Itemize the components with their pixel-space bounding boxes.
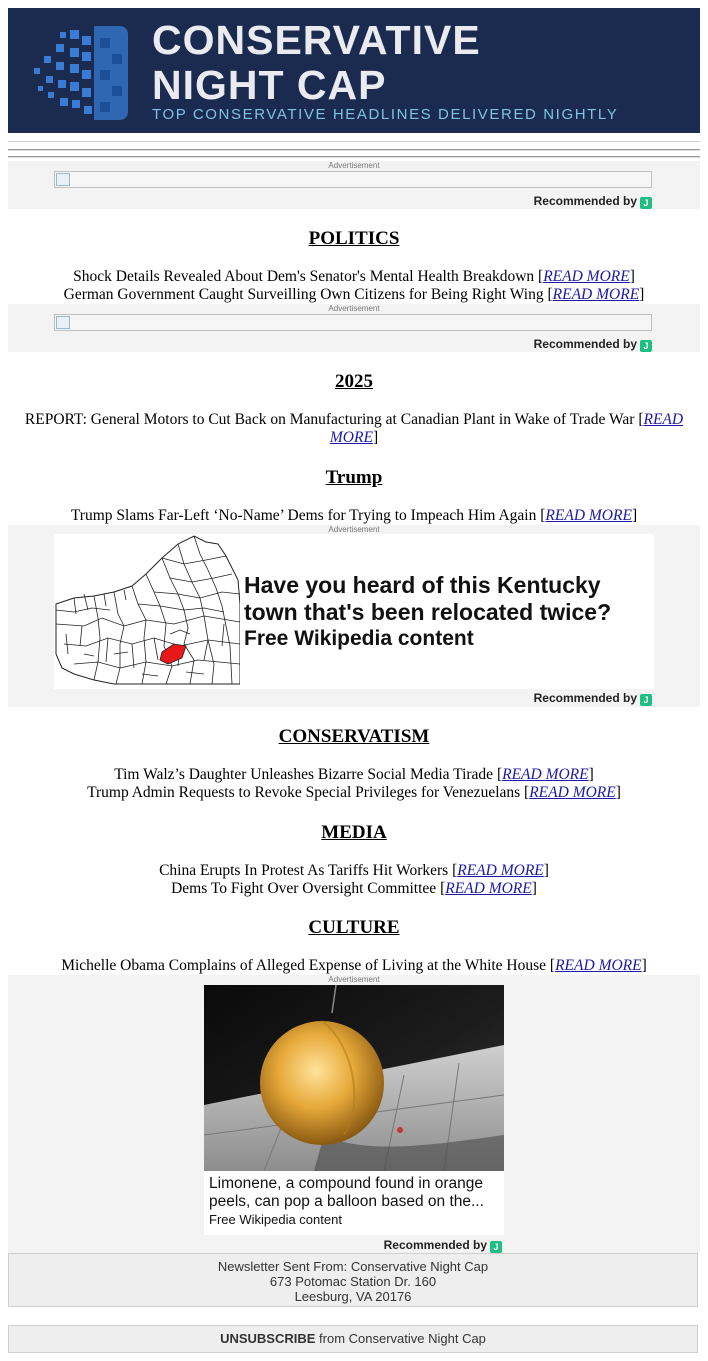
read-more-link[interactable]: READ MORE (445, 880, 532, 897)
ad-headline-line1: Have you heard of this Kentucky (244, 572, 601, 598)
ad-banner-2[interactable] (8, 304, 700, 352)
headline-item: German Government Caught Surveilling Own Citizens for Being Right Wing [READ MORE] (63, 286, 645, 303)
divider-top (8, 141, 700, 143)
headline-item: Trump Slams Far-Left ‘No-Name’ Dems for Trying to Impeach Him Again [READ MORE] (70, 507, 638, 524)
read-more-link[interactable]: MORE (329, 429, 373, 446)
headline-item: Tim Walz’s Daughter Unleashes Bizarre Social Media Tirade [READ MORE] (114, 766, 594, 783)
ad-headline[interactable] (244, 572, 611, 626)
read-more-link[interactable]: READ (643, 411, 684, 428)
broken-image-icon (56, 316, 70, 329)
headline-text: German Government Caught Surveilling Own Citizens for Being Right Wing (63, 286, 544, 303)
footer-address-box (8, 1253, 698, 1307)
footer-sent-from: Newsletter Sent From: Conservative Night Cap (217, 1259, 489, 1274)
ad-image[interactable] (54, 171, 652, 188)
kentucky-map-image (54, 534, 240, 689)
ad-label: Advertisement (328, 525, 380, 534)
headline-item: Shock Details Revealed About Dem's Senator's Mental Health Breakdown [READ MORE] (73, 268, 635, 285)
balloon-photo-image (204, 985, 504, 1171)
headline-item: China Erupts In Protest As Tariffs Hit Workers [READ MORE] (159, 862, 549, 879)
read-more-link[interactable]: READ MORE (552, 286, 640, 303)
ad-source: Free Wikipedia content (209, 1212, 342, 1227)
jeeng-logo-icon: J (490, 1241, 502, 1253)
banner-tagline: TOP CONSERVATIVE HEADLINES DELIVERED NIGHTLY (152, 106, 619, 123)
ad-label: Advertisement (328, 304, 380, 313)
read-more-link[interactable]: READ MORE (543, 268, 630, 285)
section-title-culture: CULTURE (308, 917, 400, 938)
header-banner[interactable] (8, 8, 700, 133)
ad-headline-line2: town that's been relocated twice? (244, 599, 612, 625)
headline-text: Trump Admin Requests to Revoke Special Privileges for Venezuelans (87, 784, 521, 801)
headline-item: REPORT: General Motors to Cut Back on Manufacturing at Canadian Plant in Wake of Trade War [READ (24, 411, 684, 428)
recommended-by-label: Recommended by (533, 194, 637, 208)
headline-item: Trump Admin Requests to Revoke Special Privileges for Venezuelans [READ MORE] (87, 784, 621, 801)
headline-text: Michelle Obama Complains of Alleged Expense of Living at the White House (61, 957, 547, 974)
recommended-by-label: Recommended by (533, 337, 637, 351)
pixel-logo-icon (26, 18, 136, 128)
ad-headline-line1: Limonene, a compound found in orange (209, 1175, 484, 1192)
ad-label: Advertisement (328, 161, 380, 170)
headline-text: REPORT: General Motors to Cut Back on Manufacturing at Canadian Plant in Wake of Trade War (24, 411, 635, 428)
broken-image-icon (56, 173, 70, 186)
footer-address-line1: 673 Potomac Station Dr. 160 (269, 1274, 437, 1289)
ad-card[interactable] (54, 534, 654, 689)
read-more-link[interactable]: READ MORE (555, 957, 642, 974)
ad-limonene[interactable] (8, 975, 700, 1253)
recommended-by-label: Recommended by (383, 1238, 487, 1252)
jeeng-logo-icon: J (640, 197, 652, 209)
recommended-by[interactable] (534, 691, 652, 706)
divider (8, 149, 700, 151)
ad-label: Advertisement (328, 975, 380, 984)
section-title-2025: 2025 (335, 371, 373, 392)
recommended-by[interactable] (534, 337, 652, 352)
headline-item: Michelle Obama Complains of Alleged Expense of Living at the White House [READ MORE] (61, 957, 647, 974)
headline-text: Dems To Fight Over Oversight Committee (171, 880, 437, 897)
ad-banner-1[interactable] (8, 161, 700, 209)
divider (8, 156, 700, 158)
section-title-media: MEDIA (321, 822, 387, 843)
unsubscribe-text: from Conservative Night Cap (315, 1331, 486, 1346)
read-more-link[interactable]: READ MORE (457, 862, 544, 879)
section-title-politics: POLITICS (308, 228, 400, 249)
headline-text: Trump Slams Far-Left ‘No-Name’ Dems for Trying to Impeach Him Again (70, 507, 537, 524)
banner-title-line2: NIGHT CAP (152, 62, 387, 108)
read-more-link[interactable]: READ MORE (545, 507, 632, 524)
ad-card[interactable] (204, 985, 504, 1235)
section-title-trump: Trump (325, 467, 383, 488)
headline-text: China Erupts In Protest As Tariffs Hit Workers (159, 862, 449, 879)
recommended-by-label: Recommended by (533, 691, 637, 705)
jeeng-logo-icon: J (640, 340, 652, 352)
read-more-link[interactable]: READ MORE (529, 784, 616, 801)
read-more-link[interactable]: READ MORE (502, 766, 589, 783)
recommended-by[interactable] (384, 1238, 502, 1253)
ad-image[interactable] (54, 314, 652, 331)
headline-item-continuation: MORE] (329, 429, 379, 446)
unsubscribe-link[interactable]: UNSUBSCRIBE (220, 1331, 316, 1346)
footer-address-line2: Leesburg, VA 20176 (294, 1289, 412, 1304)
ad-headline-line2: peels, can pop a balloon based on the... (209, 1193, 484, 1210)
unsubscribe-box[interactable] (8, 1325, 698, 1353)
ad-headline[interactable] (209, 1175, 501, 1211)
jeeng-logo-icon: J (640, 694, 652, 706)
banner-title-line1: CONSERVATIVE (152, 17, 481, 63)
section-title-conservatism: CONSERVATISM (278, 726, 430, 747)
headline-text: Shock Details Revealed About Dem's Senator's Mental Health Breakdown (73, 268, 535, 285)
headline-item: Dems To Fight Over Oversight Committee [READ MORE] (171, 880, 537, 897)
ad-source: Free Wikipedia content (244, 627, 474, 650)
ad-kentucky[interactable] (8, 525, 700, 707)
headline-text: Tim Walz’s Daughter Unleashes Bizarre Social Media Tirade (114, 766, 494, 783)
recommended-by[interactable] (534, 194, 652, 209)
